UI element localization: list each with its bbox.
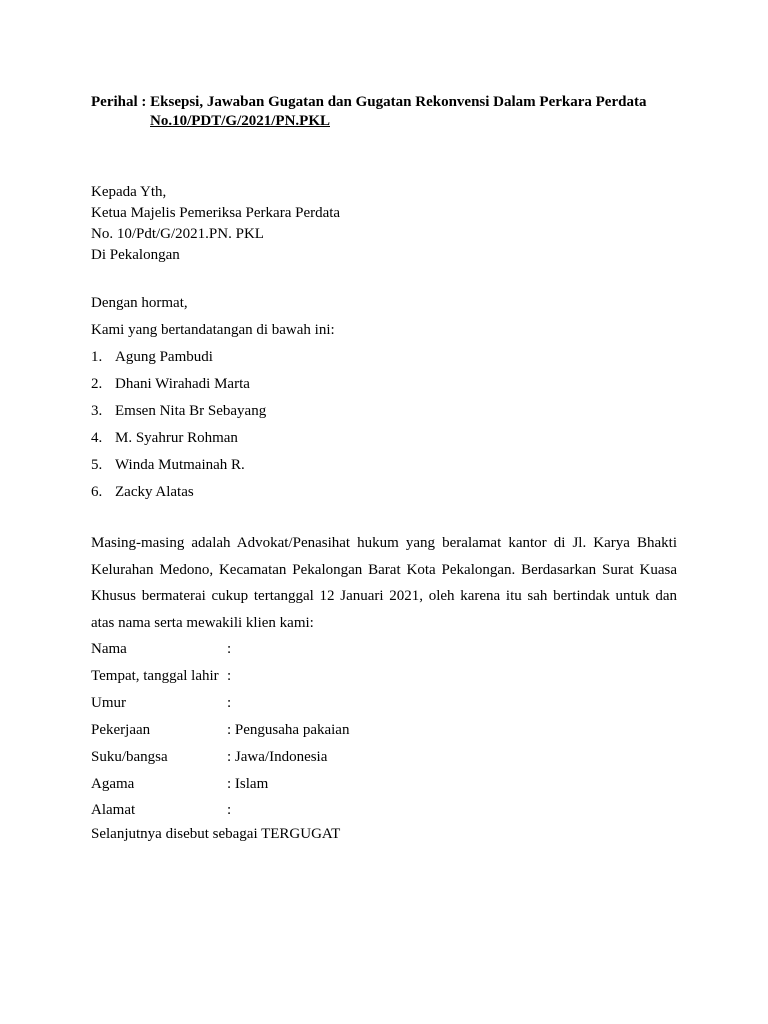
addressee-salutation: Kepada Yth, <box>91 184 167 200</box>
identity-label: Umur <box>91 694 126 711</box>
letter-subject <box>91 93 646 131</box>
signatory-name: M. Syahrur Rohman <box>115 430 238 446</box>
identity-value: : <box>227 694 232 711</box>
signatory-name: Agung Pambudi <box>115 349 213 365</box>
list-item <box>91 479 266 506</box>
identity-row <box>91 690 349 717</box>
subject-line: Perihal : Eksepsi, Jawaban Gugatan dan Gugatan Rekonvensi Dalam Perkara Perdata <box>91 94 647 110</box>
identity-label: Alamat <box>91 802 136 819</box>
identity-value: : Jawa/Indonesia <box>227 748 328 765</box>
client-identity <box>91 636 349 824</box>
list-number: 1. <box>91 349 103 365</box>
identity-label: Pekerjaan <box>91 721 151 738</box>
list-number: 5. <box>91 457 103 473</box>
signatory-name: Emsen Nita Br Sebayang <box>115 403 267 419</box>
closing-line: Selanjutnya disebut sebagai TERGUGAT <box>91 826 341 842</box>
identity-label: Agama <box>91 775 135 792</box>
identity-value: : <box>227 667 232 684</box>
addressee-case-ref: No. 10/Pdt/G/2021.PN. PKL <box>91 226 264 242</box>
identity-label: Nama <box>91 641 127 657</box>
list-number: 3. <box>91 403 103 419</box>
signatory-name: Dhani Wirahadi Marta <box>115 376 250 392</box>
identity-value: : Pengusaha pakaian <box>227 721 350 738</box>
list-number: 4. <box>91 430 103 446</box>
greeting: Dengan hormat, <box>91 295 188 311</box>
signatory-list <box>91 344 266 506</box>
identity-label: Suku/bangsa <box>91 748 168 765</box>
body-paragraph: Masing-masing adalah Advokat/Penasihat hukum yang beralamat kantor di Jl. Karya Bhakti Kelurahan Medono, Kecamatan Pekalongan Barat Kota Pekalongan. Berdasarkan Surat Kuasa Khusus bermaterai cukup tertanggal 12 Januari 2021, oleh karena itu sah bertindak untuk dan atas nama serta mewakili klien kami: <box>91 535 677 631</box>
identity-value: : Islam <box>227 775 269 792</box>
list-item <box>91 452 266 479</box>
identity-value: : <box>227 802 232 819</box>
identity-row <box>91 663 349 690</box>
identity-row <box>91 744 349 771</box>
identity-row <box>91 636 349 663</box>
addressee-location: Di Pekalongan <box>91 247 180 263</box>
identity-value: : <box>227 641 232 657</box>
case-number: No.10/PDT/G/2021/PN.PKL <box>150 113 330 129</box>
list-number: 6. <box>91 484 103 500</box>
identity-row <box>91 717 349 744</box>
signatory-name: Zacky Alatas <box>115 484 194 500</box>
addressee-block <box>91 182 340 266</box>
opening-block <box>91 290 335 344</box>
identity-label: Tempat, tanggal lahir <box>91 667 219 684</box>
list-item <box>91 344 266 371</box>
addressee-title: Ketua Majelis Pemeriksa Perkara Perdata <box>91 205 341 221</box>
identity-row <box>91 771 349 798</box>
list-item <box>91 425 266 452</box>
signatory-name: Winda Mutmainah R. <box>115 457 245 473</box>
list-number: 2. <box>91 376 103 392</box>
list-item <box>91 398 266 425</box>
list-item <box>91 371 266 398</box>
identity-row <box>91 797 349 824</box>
intro-text: Kami yang bertandatangan di bawah ini: <box>91 322 335 338</box>
